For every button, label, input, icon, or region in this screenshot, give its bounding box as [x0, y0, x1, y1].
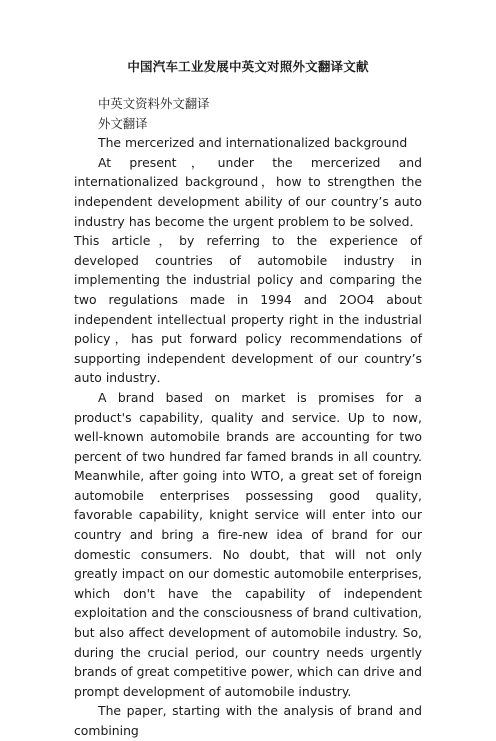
subtitle-foreign-translation: 外文翻译	[98, 115, 148, 131]
subtitle-chinese-english-translation: 中英文资料外文翻译	[98, 96, 210, 111]
document-title: 中国汽车工业发展中英文对照外文翻译文献	[127, 59, 369, 74]
body-paragraph: At present，under the mercerized and internationalized background，how to strengthen the independent development ability of our country’s auto industry has become the urgent problem to be solved．This article，by referring to the experience of developed countries of automobile industry in implementing the industrial policy and comparing the two regulations made in 1994 and 2OO4 about independent intellectual property right in the industrial policy，has put forward policy recommendations of supporting independent development of our country’s auto industry．	[74, 154, 422, 386]
section-heading: The mercerized and internationalized background	[98, 135, 408, 151]
body-paragraph: A brand based on market is promises for a product's capability, quality and service. Up to now, well-known automobile brands are accounting for two percent of two hundred far famed brands in all country. Meanwhile, after going into WTO, a great set of foreign automobile enterprises possessing good quality, favorable capability, knight service will enter into our country and bring a fire-new idea of brand for our domestic consumers. No doubt, that will not only greatly impact on our domestic automobile enterprises, which don't have the capability of independent exploitation and the consciousness of brand cultivation, but also affect development of automobile industry. So, during the crucial period, our country needs urgently brands of great competitive power, which can drive and prompt development of automobile industry.	[74, 389, 422, 699]
body-paragraph: The paper, starting with the analysis of brand and combining	[74, 703, 422, 738]
